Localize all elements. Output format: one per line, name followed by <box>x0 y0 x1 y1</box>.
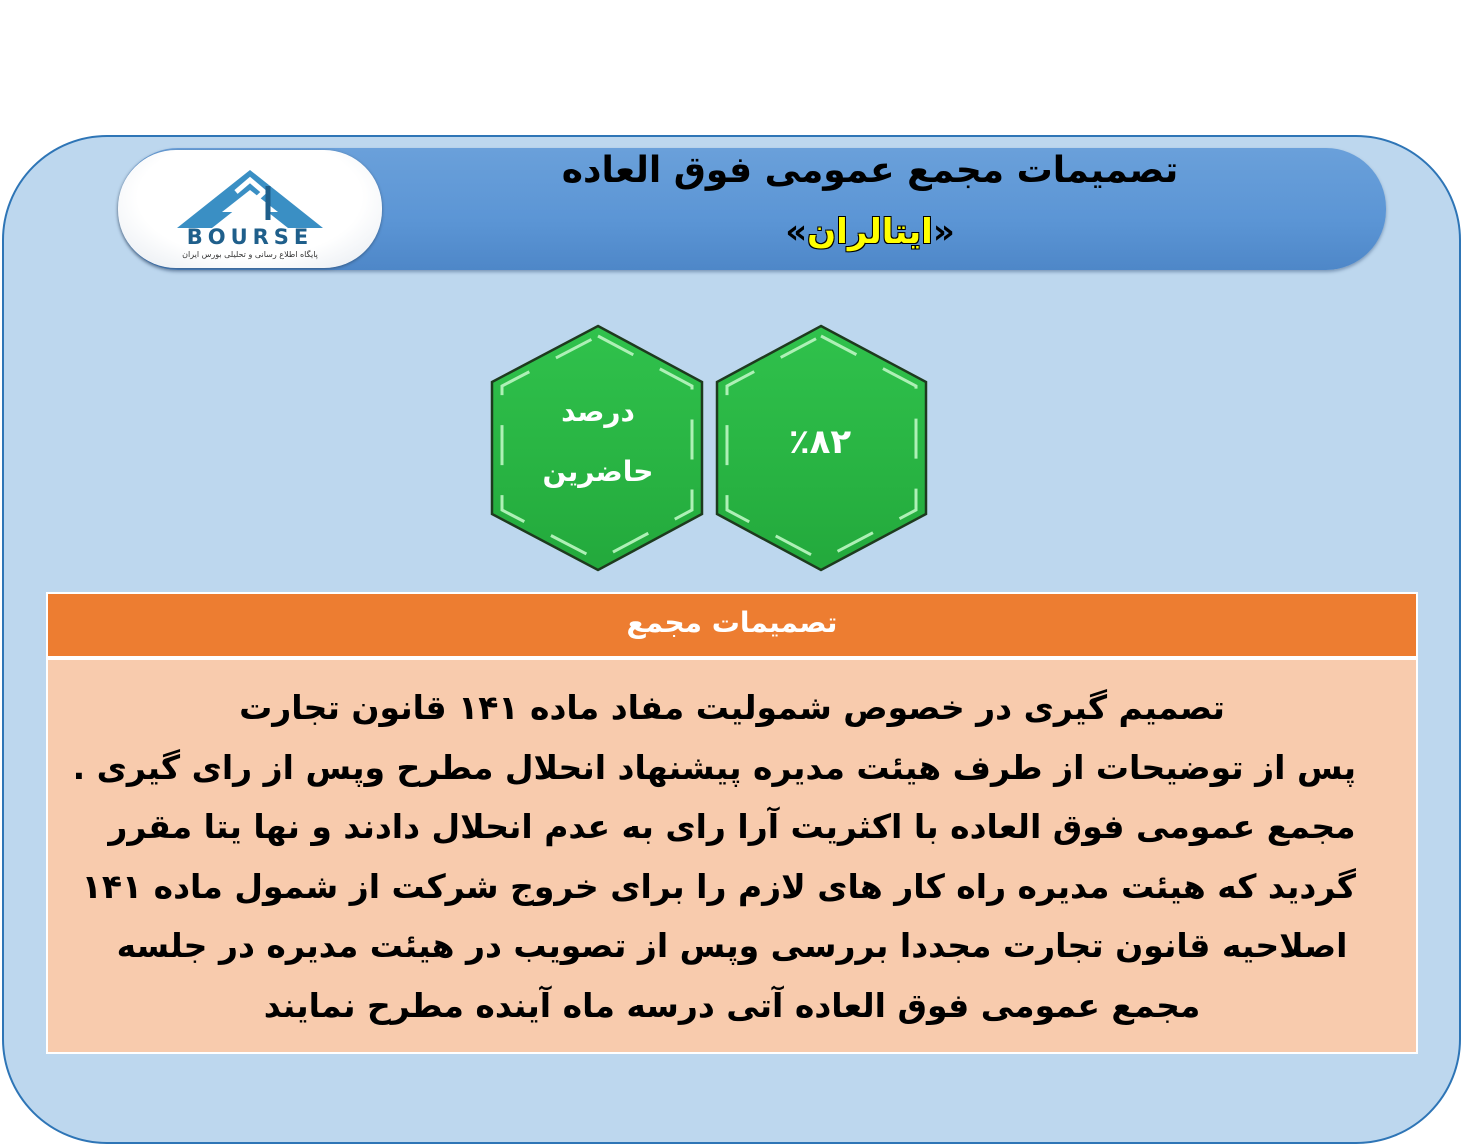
decision-line: تصمیم گیری در خصوص شمولیت مفاد ماده ۱۴۱ قانون تجارت <box>239 688 1225 727</box>
logo-wordmark: BOURSE <box>186 225 314 249</box>
decisions-body <box>48 660 1416 1052</box>
company-close-quote: » <box>785 212 808 252</box>
logo-tagline: پایگاه اطلاع رسانی و تحلیلی بورس ایران <box>182 250 318 259</box>
company-title <box>400 212 1340 252</box>
attendance-label-line2: حاضرین <box>542 455 654 488</box>
attendance-value: ٪۸۲ <box>788 422 852 462</box>
decisions-heading: تصمیمات مجمع <box>48 594 1416 660</box>
decision-line: گردید که هیئت مدیره راه کار های لازم را برای خروج شرکت از شمول ماده ۱۴۱ <box>81 866 1356 906</box>
logo-reflection <box>130 278 370 294</box>
decision-line: اصلاحیه قانون تجارت مجددا بررسی وپس از تصویب در هیئت مدیره در جلسه <box>116 926 1348 965</box>
decision-line: مجمع عمومی فوق العاده با اکثریت آرا رای به عدم انحلال دادند و نها یتا مقرر <box>108 807 1356 846</box>
company-name: ایتالران <box>807 212 933 252</box>
decision-line: مجمع عمومی فوق العاده آتی درسه ماه آینده مطرح نمایند <box>263 985 1201 1025</box>
company-open-quote: « <box>932 212 955 252</box>
attendance-label-line1: درصد <box>561 395 635 428</box>
attendance-label <box>498 382 698 502</box>
page-title: تصمیمات مجمع عمومی فوق العاده <box>561 150 1179 191</box>
decision-line: پس از توضیحات از طرف هیئت مدیره پیشنهاد انحلال مطرح وپس از رای گیری . <box>72 747 1356 787</box>
